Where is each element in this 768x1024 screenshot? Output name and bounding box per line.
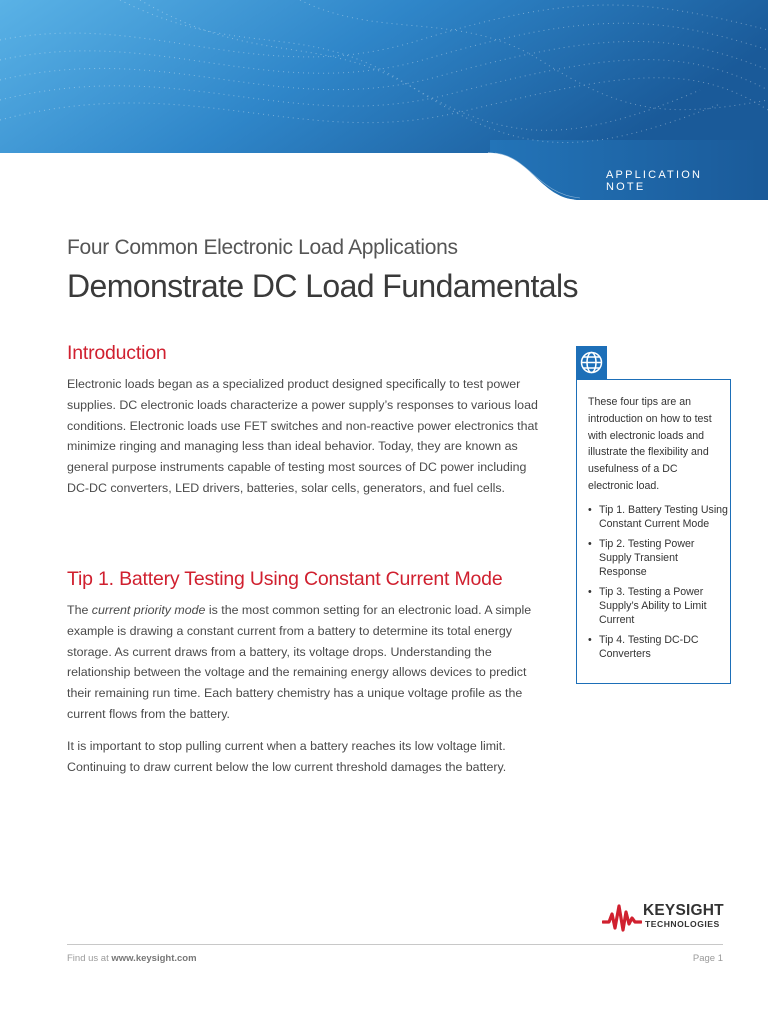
logo-name: KEYSIGHT [643,902,724,919]
bullet: • [588,538,592,551]
document-type-label: APPLICATION NOTE [606,169,703,193]
keysight-wave-icon [602,900,642,934]
header-banner [0,0,768,200]
footer-find-prefix: Find us at [67,953,112,964]
bullet: • [588,633,592,646]
bullet: • [588,504,592,516]
tip1-p1-emphasis: current priority mode [91,603,206,617]
globe-icon [579,350,604,375]
document-subtitle: Four Common Electronic Load Applications [67,236,458,259]
footer-divider [67,944,723,945]
page-number: Page 1 [692,953,723,964]
list-item [588,504,728,532]
sidebar-icon-box [576,346,607,379]
intro-paragraph: Electronic loads began as a specialized product designed specifically to test power supplies. DC electronic loads characterize a power supply’s responses to various load conditions. Electronic loads use FET switches and non-reactive power electronics that minimize ringing and managing less than ideal behavior. Today, they are known as general purpose instruments capable of testing most sources of DC power including DC-DC converters, LED drivers, batteries, solar cells, generators, and fuel cells. [67,377,538,495]
list-item [588,634,728,662]
logo-subtitle: TECHNOLOGIES [645,919,720,929]
footer-find-us [67,953,197,964]
sidebar-box [576,379,731,684]
list-item-text: Tip 4. Testing DC-DC Converters [599,633,699,660]
document-title: Demonstrate DC Load Fundamentals [67,268,578,304]
list-item-text: Tip 1. Battery Testing Using Constant Current Mode [599,504,728,530]
tip1-p1-prefix: The [67,603,92,617]
list-item-text: Tip 2. Testing Power Supply Transient Response [599,538,695,578]
tip1-paragraph-2: It is important to stop pulling current when a battery reaches its low voltage limit. Continuing to draw current below the low current threshold damages the battery. [67,739,507,774]
tip1-heading: Tip 1. Battery Testing Using Constant Current Mode [67,568,503,590]
list-item-text: Tip 3. Testing a Power Supply’s Ability to Limit Current [599,585,707,626]
list-item [588,538,728,579]
sidebar-intro: These four tips are an introduction on how to test with electronic loads and illustrate the flexibility and usefulness of a DC electronic load. [588,396,712,492]
footer-url-link[interactable]: www.keysight.com [111,953,197,964]
tip1-paragraph-1 [67,600,545,725]
intro-heading: Introduction [67,342,167,364]
tip1-p1-rest: is the most common setting for an electronic load. A simple example is drawing a constant current from a battery to determine its total energy storage. As current draws from a battery, its voltage drops. Understanding the relationship between the voltage and the remaining energy allows devices to predict their remaining run time. Each battery chemistry has a unique voltage profile as the current flows from the battery. [67,603,532,721]
list-item [588,586,728,627]
sidebar-tip-list [588,504,728,668]
keysight-logo [602,900,726,934]
bullet: • [588,585,592,598]
